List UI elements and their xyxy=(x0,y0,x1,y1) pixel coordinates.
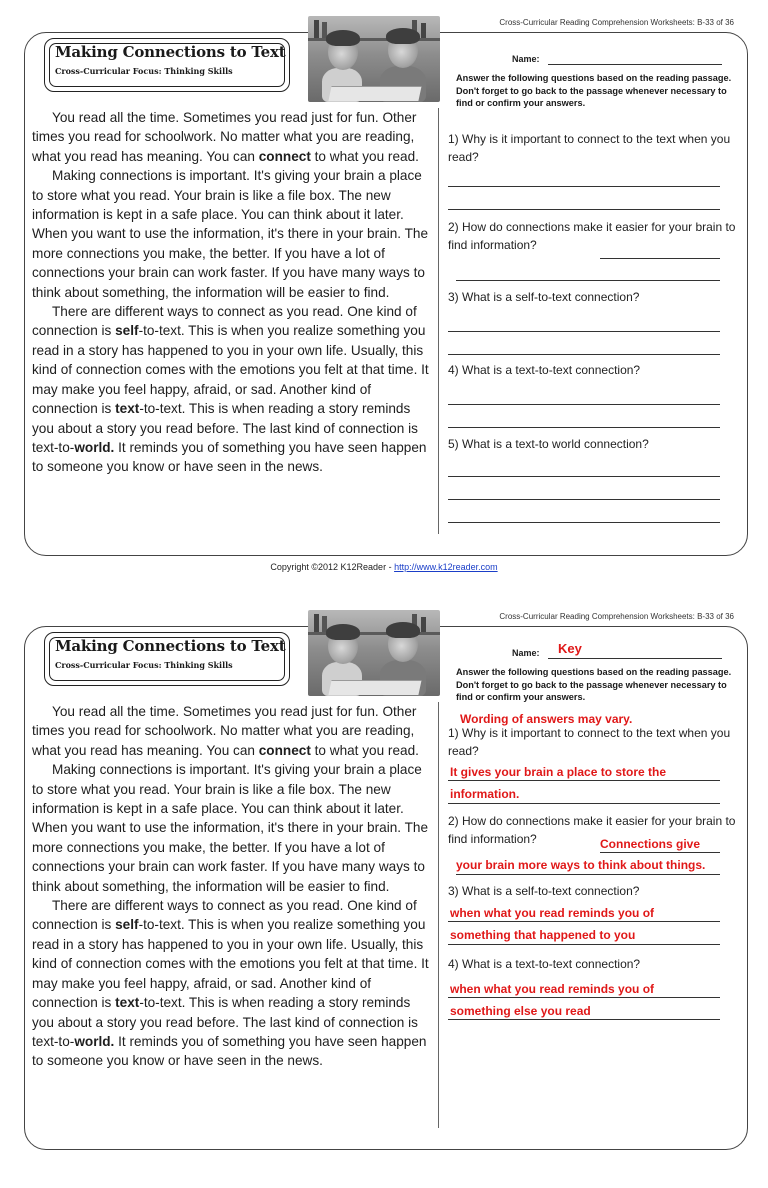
worksheet-answer-key xyxy=(0,594,768,1188)
passage-paragraph-1: You read all the time. Sometimes you read just for fun. Other times you read for schoolwork. No matter what you are reading, what you read has meaning. You can connect to what you read. xyxy=(32,704,419,758)
passage-paragraph-3: There are different ways to connect as you read. One kind of connection is self-to-text. This is when you realize something you read in a story has happened to you in your own life. Usually, this kind of connection comes with the emotions you felt at that time. It may make you feel happy, afraid, or sad. Another kind of connection is text-to-text. This is when reading a story reminds you about a story you read before. The last kind of connection is text-to-world. It reminds you of something you have seen happen to someone you know or have seen in the news. xyxy=(32,304,429,475)
answer-line-4b[interactable] xyxy=(448,1019,720,1020)
worksheet-subtitle: Cross-Curricular Focus: Thinking Skills xyxy=(55,66,233,76)
question-1: 1) Why is it important to connect to the text when you read? xyxy=(448,132,731,164)
title-box xyxy=(44,632,290,686)
answer-line-4a[interactable] xyxy=(448,997,720,998)
answer-line-2b[interactable] xyxy=(456,874,720,875)
header-reference: Cross-Curricular Reading Comprehension Worksheets: B-33 of 36 xyxy=(499,18,734,27)
worksheet-subtitle: Cross-Curricular Focus: Thinking Skills xyxy=(55,660,233,670)
answer-3a: when what you read reminds you of xyxy=(450,906,655,920)
question-2: 2) How do connections make it easier for your brain to find information? xyxy=(448,220,736,252)
answer-line-4a[interactable] xyxy=(448,404,720,405)
question-2: 2) How do connections make it easier for your brain to find information? xyxy=(448,814,736,846)
answer-line-2b[interactable] xyxy=(456,280,720,281)
question-4: 4) What is a text-to-text connection? xyxy=(448,363,641,377)
answer-2b: your brain more ways to think about things. xyxy=(456,858,706,872)
answer-4a: when what you read reminds you of xyxy=(450,982,655,996)
answer-line-1b[interactable] xyxy=(448,803,720,804)
boys-reading-photo-icon xyxy=(308,610,440,696)
worksheet-title: Making Connections to Text xyxy=(55,43,286,61)
answer-line-2a[interactable] xyxy=(600,258,720,259)
answer-line-3b[interactable] xyxy=(448,354,720,355)
answer-1a: It gives your brain a place to store the xyxy=(450,765,667,779)
answer-4b: something else you read xyxy=(450,1004,591,1018)
title-box xyxy=(44,38,290,92)
answer-note: Wording of answers may vary. xyxy=(460,712,633,726)
answer-2a: Connections give xyxy=(600,837,701,851)
k12reader-link[interactable]: http://www.k12reader.com xyxy=(394,562,498,572)
answer-line-1b[interactable] xyxy=(448,209,720,210)
boys-reading-photo-icon xyxy=(308,16,440,102)
answer-line-1a[interactable] xyxy=(448,186,720,187)
question-3: 3) What is a self-to-text connection? xyxy=(448,884,640,898)
answer-line-5c[interactable] xyxy=(448,522,720,523)
name-label: Name: xyxy=(512,54,540,64)
name-label: Name: xyxy=(512,648,540,658)
name-value: Key xyxy=(558,641,582,656)
answer-line-5a[interactable] xyxy=(448,476,720,477)
copyright: Copyright ©2012 K12Reader - http://www.k12reader.com xyxy=(270,562,498,572)
instructions: Answer the following questions based on the reading passage. Don't forget to go back to the passage whenever necessary to find or confirm your answers. xyxy=(456,667,732,703)
name-field[interactable] xyxy=(548,658,722,659)
answer-line-2a[interactable] xyxy=(600,852,720,853)
passage-paragraph-2: Making connections is important. It's giving your brain a place to store what you read. Your brain is like a file box. The new information is kept in a safe place. You can think about it later. When you want to use the information, it's there in your brain. The more connections you make, the better. If you have a lot of connections your brain can work faster. If you have many ways to think about something, the information will be easier to find. xyxy=(32,168,429,300)
column-divider xyxy=(438,702,439,1128)
passage-paragraph-1: You read all the time. Sometimes you read just for fun. Other times you read for schoolwork. No matter what you are reading, what you read has meaning. You can connect to what you read. xyxy=(32,110,419,164)
column-divider xyxy=(438,108,439,534)
header-reference: Cross-Curricular Reading Comprehension Worksheets: B-33 of 36 xyxy=(499,612,734,621)
question-5: 5) What is a text-to world connection? xyxy=(448,437,649,451)
answer-line-3a[interactable] xyxy=(448,331,720,332)
passage-paragraph-2: Making connections is important. It's giving your brain a place to store what you read. Your brain is like a file box. The new information is kept in a safe place. You can think about it later. When you want to use the information, it's there in your brain. The more connections you make, the better. If you have a lot of connections your brain can work faster. If you have many ways to think about something, the information will be easier to find. xyxy=(32,762,429,894)
answer-line-5b[interactable] xyxy=(448,499,720,500)
question-4: 4) What is a text-to-text connection? xyxy=(448,957,641,971)
name-field[interactable] xyxy=(548,64,722,65)
reading-passage xyxy=(32,108,430,477)
question-1: 1) Why is it important to connect to the text when you read? xyxy=(448,726,731,758)
answer-line-1a[interactable] xyxy=(448,780,720,781)
answer-1b: information. xyxy=(450,787,520,801)
question-3: 3) What is a self-to-text connection? xyxy=(448,290,640,304)
answer-3b: something that happened to you xyxy=(450,928,636,942)
passage-paragraph-3: There are different ways to connect as you read. One kind of connection is self-to-text. This is when you realize something you read in a story has happened to you in your own life. Usually, this kind of connection comes with the emotions you felt at that time. It may make you feel happy, afraid, or sad. Another kind of connection is text-to-text. This is when reading a story reminds you about a story you read before. The last kind of connection is text-to-world. It reminds you of something you have seen happen to someone you know or have seen in the news. xyxy=(32,898,429,1069)
answer-line-3b[interactable] xyxy=(448,944,720,945)
answer-line-4b[interactable] xyxy=(448,427,720,428)
worksheet-title: Making Connections to Text xyxy=(55,637,286,655)
instructions: Answer the following questions based on the reading passage. Don't forget to go back to the passage whenever necessary to find or confirm your answers. xyxy=(456,73,732,109)
answer-line-3a[interactable] xyxy=(448,921,720,922)
reading-passage xyxy=(32,702,430,1071)
